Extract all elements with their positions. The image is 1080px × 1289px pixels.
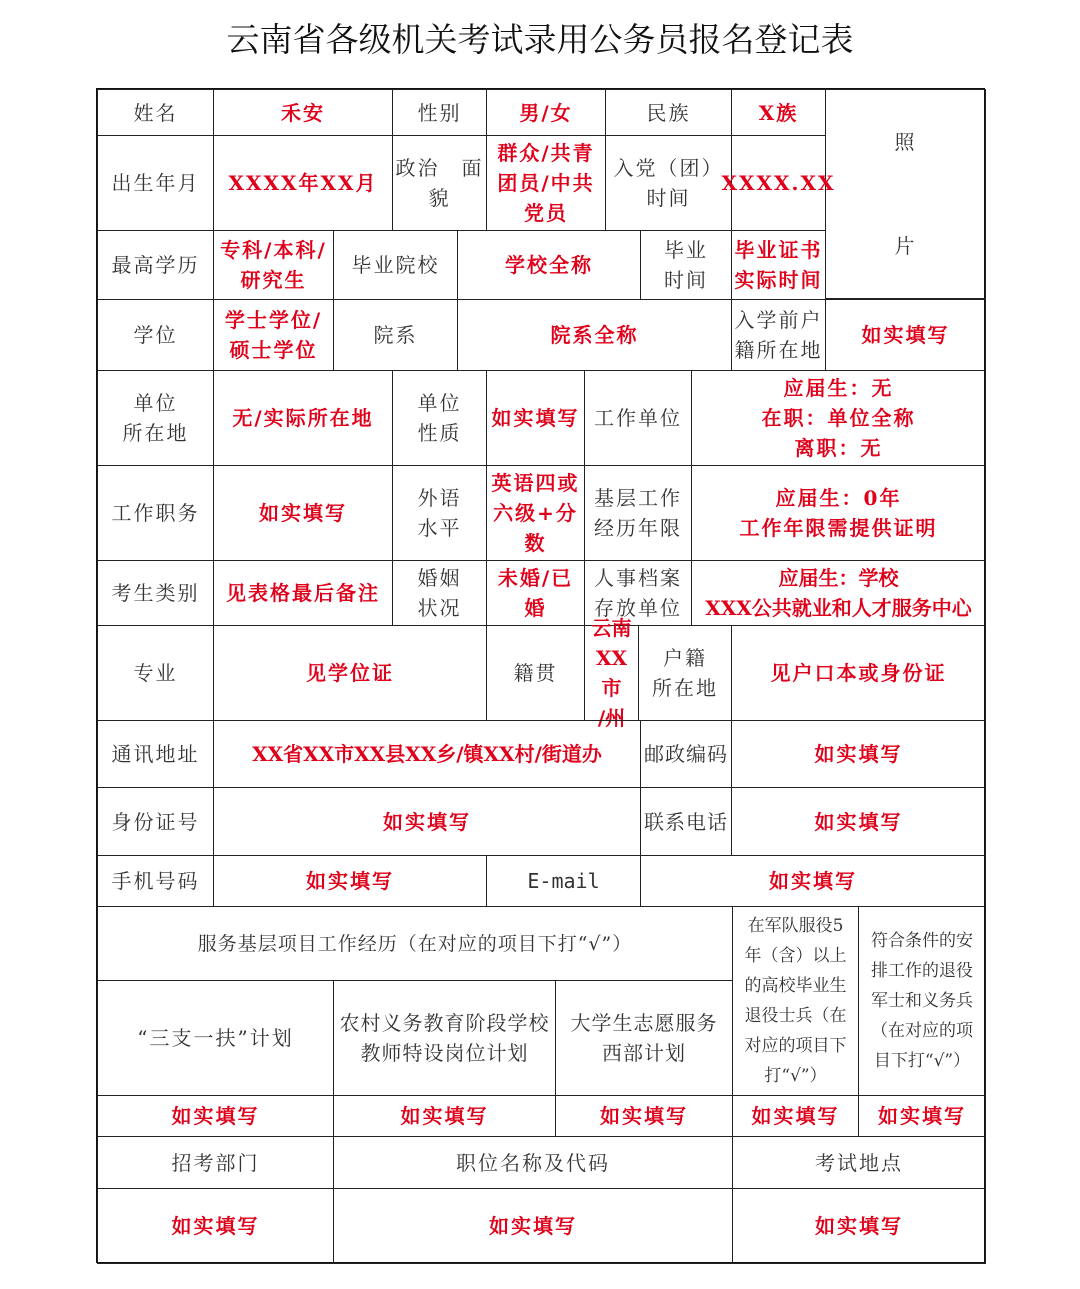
grad-label-line: 毕业: [664, 238, 708, 262]
work-unit-value[interactable]: [691, 370, 986, 466]
lang-label-line: 外语: [417, 486, 462, 510]
dept-label: 院系: [333, 299, 458, 371]
native-value[interactable]: [584, 616, 639, 730]
address-label: 通讯地址: [97, 720, 214, 788]
army-veteran-label: [732, 906, 859, 1096]
domicile-label: [638, 625, 732, 721]
gender-value[interactable]: 男/女: [486, 89, 606, 136]
special-teacher-label: [333, 980, 556, 1096]
registration-form: [96, 88, 985, 1263]
lang-value-line: 数: [524, 531, 547, 555]
western-volunteer-value[interactable]: 如实填写: [555, 1095, 733, 1137]
work-unit-value-line: 在职：单位全称: [761, 406, 916, 430]
hukou-label-line: 入学前户: [734, 308, 823, 332]
army-veteran-line: 年（含）以上: [744, 946, 847, 966]
gender-label: 性别: [392, 89, 487, 136]
dept-value[interactable]: 院系全称: [457, 299, 732, 371]
domicile-label-line: 所在地: [652, 676, 718, 700]
unit-nature-label-line: 单位: [417, 391, 462, 415]
work-unit-value-line: 离职：无: [794, 436, 883, 460]
grassroots-value[interactable]: [691, 465, 986, 561]
job-value[interactable]: 如实填写: [213, 465, 393, 561]
grassroots-value-line: 应届生：0年: [775, 486, 902, 510]
hukou-label: [731, 299, 826, 371]
work-unit-value-line: 应届生：无: [783, 376, 894, 400]
native-value-line: XX市: [595, 646, 628, 700]
political-label: [392, 135, 487, 231]
name-value[interactable]: 禾安: [213, 89, 393, 136]
political-value-line: 群众/共青: [497, 141, 595, 165]
party-label: [605, 135, 732, 231]
ethnicity-label: 民族: [605, 89, 732, 136]
special-teacher-value[interactable]: 如实填写: [333, 1095, 556, 1137]
army-veteran-line: 退役士兵（在: [744, 1006, 847, 1026]
lang-value-line: 英语四或: [491, 471, 580, 495]
major-value[interactable]: 见学位证: [213, 625, 487, 721]
school-label: 毕业院校: [333, 230, 458, 300]
address-value[interactable]: XX省XX市XX县XX乡/镇XX村/街道办: [213, 720, 641, 788]
three-supports-value[interactable]: 如实填写: [97, 1095, 334, 1137]
id-value[interactable]: 如实填写: [213, 787, 641, 856]
service-header: 服务基层项目工作经历（在对应的项目下打“√”）: [97, 906, 733, 981]
mobile-label: 手机号码: [97, 855, 214, 907]
unit-nature-value[interactable]: 如实填写: [486, 370, 585, 466]
archive-value-line: 应届生：学校: [778, 566, 899, 590]
photo-label-1: 照: [894, 130, 917, 154]
category-label: 考生类别: [97, 560, 214, 626]
marriage-label: [392, 560, 487, 626]
domicile-value[interactable]: 见户口本或身份证: [731, 625, 986, 721]
archive-label-line: 人事档案: [594, 566, 682, 590]
postcode-label: 邮政编码: [640, 720, 732, 788]
native-label: 籍贯: [486, 625, 585, 721]
marriage-value-line: 未婚/已: [497, 566, 574, 590]
category-value[interactable]: 见表格最后备注: [213, 560, 393, 626]
exam-location-value[interactable]: 如实填写: [732, 1188, 986, 1264]
western-volunteer-line: 大学生志愿服务: [570, 1011, 718, 1035]
work-unit-label: 工作单位: [584, 370, 692, 466]
placed-veteran-label: [858, 906, 986, 1096]
special-teacher-line: 农村义务教育阶段学校: [339, 1011, 550, 1035]
western-volunteer-line: 西部计划: [602, 1041, 686, 1065]
phone-label: 联系电话: [640, 787, 732, 856]
archive-value[interactable]: [691, 560, 986, 626]
placed-veteran-value[interactable]: 如实填写: [858, 1095, 986, 1137]
grassroots-label: [584, 465, 692, 561]
grad-value-line: 毕业证书: [734, 238, 823, 262]
placed-veteran-line: 符合条件的安: [871, 931, 973, 951]
job-label: 工作职务: [97, 465, 214, 561]
army-veteran-line: 对应的项目下: [744, 1036, 847, 1056]
postcode-value[interactable]: 如实填写: [731, 720, 986, 788]
ethnicity-value[interactable]: X族: [731, 89, 826, 136]
unit-loc-label-line: 单位: [133, 391, 178, 415]
army-veteran-line: 的高校毕业生: [744, 976, 847, 996]
edu-value-line: 专科/本科/: [220, 238, 327, 262]
mobile-value[interactable]: 如实填写: [213, 855, 487, 907]
unit-nature-label: [392, 370, 487, 466]
unit-loc-label-line: 所在地: [122, 421, 189, 445]
political-value[interactable]: [486, 135, 606, 231]
party-value[interactable]: XXXX.XX: [731, 135, 826, 231]
hukou-label-line: 籍所在地: [734, 338, 823, 362]
birth-value[interactable]: XXXX年XX月: [213, 135, 393, 231]
party-label-line: 时间: [646, 186, 691, 210]
degree-value-line: 学士学位/: [224, 308, 323, 332]
lang-value[interactable]: [486, 465, 585, 561]
political-value-line: 党员: [524, 201, 568, 225]
archive-value-line: XXX公共就业和人才服务中心: [705, 596, 972, 620]
grassroots-label-line: 基层工作: [594, 486, 682, 510]
hukou-value[interactable]: 如实填写: [825, 299, 986, 371]
email-value[interactable]: 如实填写: [640, 855, 986, 907]
placed-veteran-line: （在对应的项: [871, 1021, 973, 1041]
grad-value-line: 实际时间: [734, 268, 823, 292]
photo-box[interactable]: [825, 89, 986, 299]
lang-value-line: 六级+分: [493, 501, 578, 525]
unit-nature-label-line: 性质: [417, 421, 462, 445]
edu-value[interactable]: [213, 230, 334, 300]
grad-label: [640, 230, 732, 300]
army-veteran-line: 打“√”）: [764, 1066, 827, 1086]
political-label-line: 貌: [428, 186, 451, 210]
marriage-label-line: 状况: [417, 596, 462, 620]
party-label-line: 入党（团）: [613, 156, 724, 180]
form-title: 云南省各级机关考试录用公务员报名登记表: [226, 20, 854, 59]
marriage-label-line: 婚姻: [417, 566, 462, 590]
edu-value-line: 研究生: [240, 268, 307, 292]
three-supports-label: “三支一扶”计划: [97, 980, 334, 1096]
unit-loc-value[interactable]: 无/实际所在地: [213, 370, 393, 466]
native-value-line: /州: [597, 706, 626, 730]
archive-label-line: 存放单位: [594, 596, 682, 620]
recruit-dept-value[interactable]: 如实填写: [97, 1188, 334, 1264]
photo-label-2: 片: [894, 234, 917, 258]
school-value[interactable]: 学校全称: [457, 230, 641, 300]
political-label-line: 政治 面: [395, 156, 484, 180]
major-label: 专业: [97, 625, 214, 721]
grassroots-value-line: 工作年限需提供证明: [739, 516, 938, 540]
placed-veteran-line: 排工作的退役: [871, 961, 973, 981]
position-label: 职位名称及代码: [333, 1136, 733, 1189]
birth-label: 出生年月: [97, 135, 214, 231]
army-veteran-line: 在军队服役5: [747, 916, 844, 936]
lang-label: [392, 465, 487, 561]
degree-value-line: 硕士学位: [229, 338, 318, 362]
degree-value[interactable]: [213, 299, 334, 371]
exam-location-label: 考试地点: [732, 1136, 986, 1189]
placed-veteran-line: 目下打“√”）: [873, 1051, 971, 1071]
grad-label-line: 时间: [664, 268, 708, 292]
grad-value[interactable]: [731, 230, 826, 300]
special-teacher-line: 教师特设岗位计划: [360, 1041, 529, 1065]
western-volunteer-label: [555, 980, 733, 1096]
domicile-label-line: 户籍: [663, 646, 707, 670]
phone-value[interactable]: 如实填写: [731, 787, 986, 856]
army-veteran-value[interactable]: 如实填写: [732, 1095, 859, 1137]
native-value-line: 云南: [591, 616, 632, 640]
lang-label-line: 水平: [417, 516, 462, 540]
recruit-dept-label: 招考部门: [97, 1136, 334, 1189]
marriage-value-line: 婚: [524, 596, 547, 620]
edu-label: 最高学历: [97, 230, 214, 300]
degree-label: 学位: [97, 299, 214, 371]
marriage-value[interactable]: [486, 560, 585, 626]
id-label: 身份证号: [97, 787, 214, 856]
name-label: 姓名: [97, 89, 214, 136]
email-label: E-mail: [486, 855, 641, 907]
unit-loc-label: [97, 370, 214, 466]
political-value-line: 团员/中共: [497, 171, 595, 195]
grassroots-label-line: 经历年限: [594, 516, 682, 540]
position-value[interactable]: 如实填写: [333, 1188, 733, 1264]
placed-veteran-line: 军士和义务兵: [871, 991, 973, 1011]
